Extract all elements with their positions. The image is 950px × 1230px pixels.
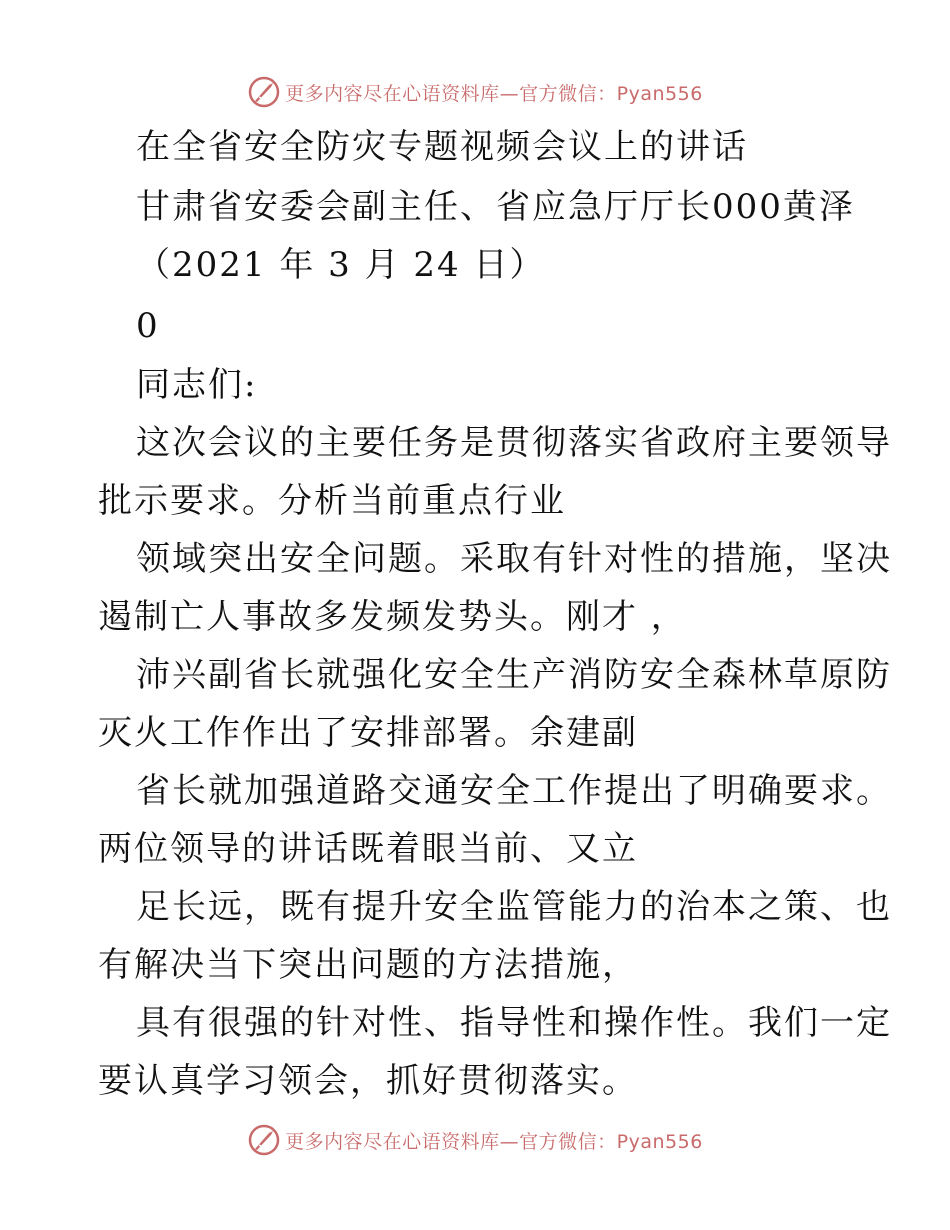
quill-logo-icon bbox=[247, 75, 281, 109]
watermark-text-top: 更多内容尽在心语资料库—官方微信：Pyan556 bbox=[285, 82, 703, 105]
paragraph-line: 这次会议的主要任务是贯彻落实省政府主要领导 bbox=[136, 423, 892, 463]
paragraph-line: 要认真学习领会，抓好贯彻落实。 bbox=[98, 1061, 638, 1101]
speaker-line: 甘肃省安委会副主任、省应急厅厅长000黄泽 bbox=[136, 187, 855, 227]
watermark-text-bottom: 更多内容尽在心语资料库—官方微信：Pyan556 bbox=[285, 1130, 703, 1153]
quill-logo-icon bbox=[247, 1123, 281, 1157]
paragraph-line: 省长就加强道路交通安全工作提出了明确要求。 bbox=[136, 771, 892, 811]
paragraph-line: 两位领导的讲话既着眼当前、又立 bbox=[98, 829, 638, 869]
watermark-banner-bottom bbox=[0, 1120, 950, 1160]
document-title: 在全省安全防灾专题视频会议上的讲话 bbox=[136, 127, 748, 167]
paragraph-line: 沛兴副省长就强化安全生产消防安全森林草原防 bbox=[136, 655, 892, 695]
paragraph-line: 灭火工作作出了安排部署。余建副 bbox=[98, 713, 638, 753]
paragraph-line: 遏制亡人事故多发频发势头。刚才 ， bbox=[98, 597, 687, 637]
greeting: 同志们: bbox=[136, 365, 258, 405]
date-line: （2021 年 3 月 24 日） bbox=[136, 245, 546, 285]
paragraph-line: 具有很强的针对性、指导性和操作性。我们一定 bbox=[136, 1003, 892, 1043]
null-symbol: 0 bbox=[136, 306, 160, 346]
paragraph-line: 足长远，既有提升安全监管能力的治本之策、也 bbox=[136, 887, 892, 927]
watermark-banner-top bbox=[0, 72, 950, 112]
paragraph-line: 有解决当下突出问题的方法措施， bbox=[98, 945, 638, 985]
paragraph-line: 批示要求。分析当前重点行业 bbox=[98, 481, 566, 521]
paragraph-line: 领域突出安全问题。采取有针对性的措施，坚决 bbox=[136, 539, 892, 579]
